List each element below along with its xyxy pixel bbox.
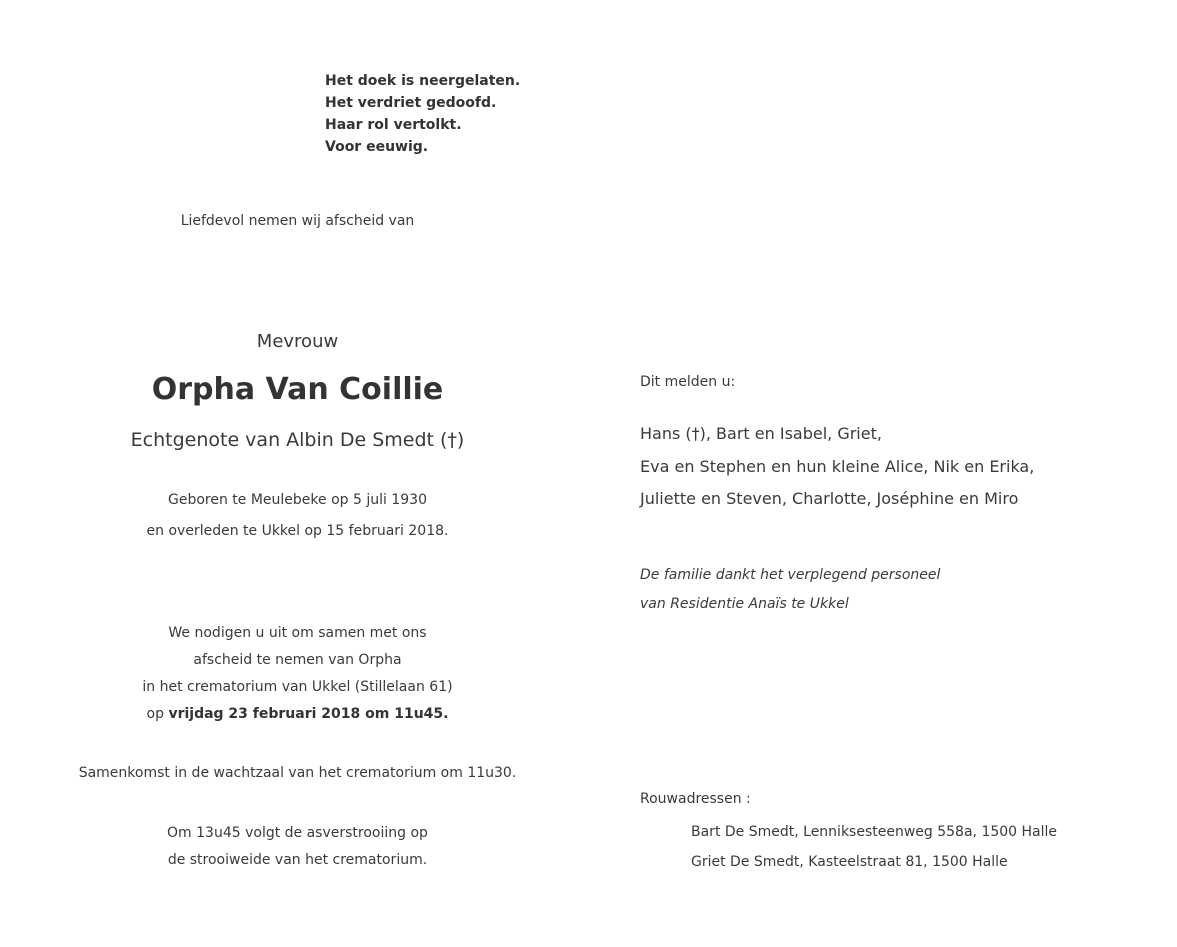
invitation-line: in het crematorium van Ukkel (Stillelaan 61) xyxy=(142,679,453,695)
poem-line: Haar rol vertolkt. xyxy=(325,117,462,133)
poem-line: Voor eeuwig. xyxy=(325,139,429,155)
announcers-line: Eva en Stephen en hun kleine Alice, Nik en Erika, xyxy=(640,456,1035,476)
invitation-date-line xyxy=(0,701,595,728)
gathering-text: Samenkomst in de wachtzaal van het crematorium om 11u30. xyxy=(78,765,517,781)
spouse-line: Echtgenote van Albin De Smedt (†) xyxy=(130,429,465,451)
invitation-line: afscheid te nemen van Orpha xyxy=(193,652,402,668)
deceased-name: Orpha Van Coillie xyxy=(151,372,444,407)
invitation-date-prefix: op xyxy=(146,706,164,722)
poem-line: Het doek is neergelaten. xyxy=(325,73,521,89)
scattering xyxy=(0,820,595,874)
address-line: Griet De Smedt, Kasteelstraat 81, 1500 Halle xyxy=(691,854,1008,870)
thanks-note xyxy=(640,561,940,619)
addresses-label: Rouwadressen : xyxy=(640,791,751,807)
announcers-line: Juliette en Steven, Charlotte, Joséphine en Miro xyxy=(640,489,1019,508)
invitation-line: We nodigen u uit om samen met ons xyxy=(168,625,427,641)
invitation-date: vrijdag 23 februari 2018 om 11u45. xyxy=(168,706,449,722)
birth-line: Geboren te Meulebeke op 5 juli 1930 xyxy=(168,492,427,508)
poem-line: Het verdriet gedoofd. xyxy=(325,95,497,111)
addresses-list xyxy=(691,817,1057,877)
thanks-line: De familie dankt het verplegend personeel xyxy=(640,567,941,583)
scattering-line: Om 13u45 volgt de asverstrooiing op xyxy=(167,825,428,841)
intro-text: Liefdevol nemen wij afscheid van xyxy=(180,213,415,229)
announcers-list xyxy=(640,418,1034,516)
poem xyxy=(325,70,520,158)
honorific: Mevrouw xyxy=(256,331,339,352)
thanks-line: van Residentie Anaïs te Ukkel xyxy=(640,596,849,612)
invitation xyxy=(0,620,595,728)
death-line: en overleden te Ukkel op 15 februari 2018. xyxy=(146,523,449,539)
announcers-label: Dit melden u: xyxy=(640,374,736,390)
announcers-line: Hans (†), Bart en Isabel, Griet, xyxy=(640,424,882,443)
scattering-line: de strooiweide van het crematorium. xyxy=(167,852,428,868)
address-line: Bart De Smedt, Lenniksesteenweg 558a, 1500 Halle xyxy=(691,824,1058,840)
life-dates xyxy=(0,485,595,547)
